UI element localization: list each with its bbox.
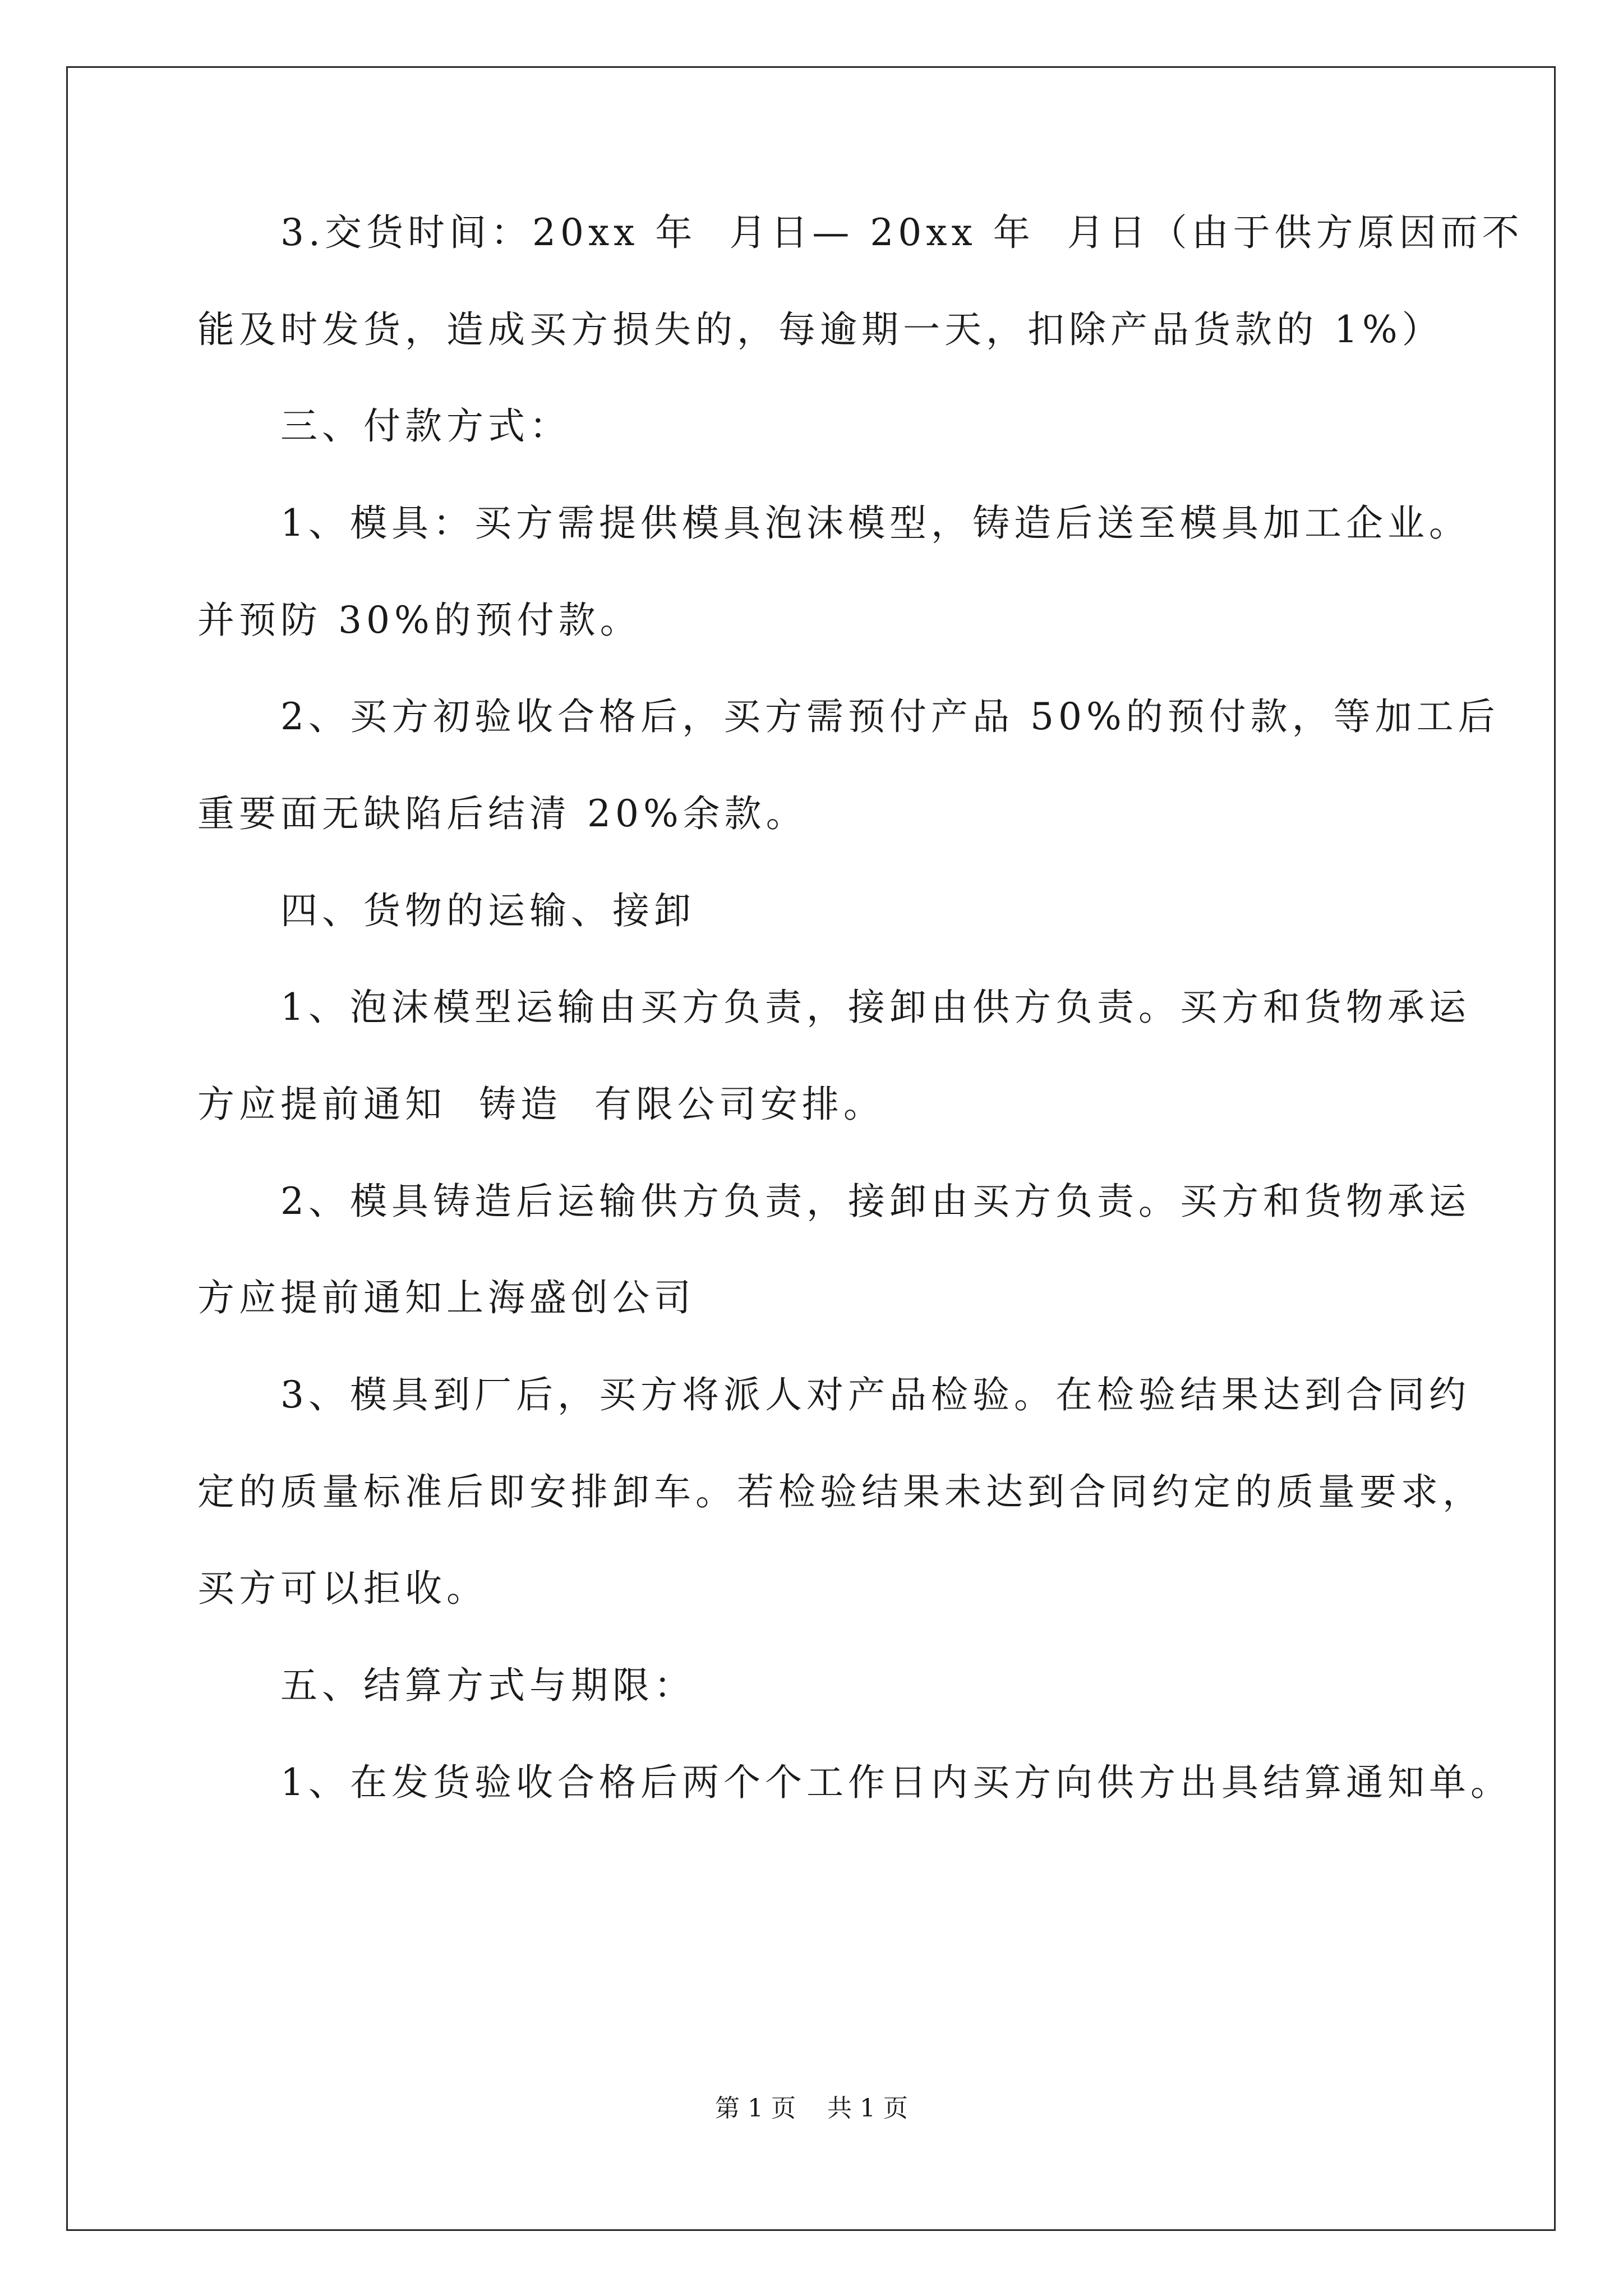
section-heading: 五、结算方式与期限： — [280, 1664, 695, 1707]
paragraph-line: 定的质量标准后即安排卸车。若检验结果未达到合同约定的质量要求， — [197, 1470, 1484, 1513]
paragraph-line: 1、在发货验收合格后两个个工作日内买方向供方出具结算通知单。 — [280, 1761, 1512, 1804]
paragraph-line: 2、买方初验收合格后，买方需预付产品 50%的预付款，等加工后 — [280, 695, 1500, 738]
paragraph-line: 3、模具到厂后，买方将派人对产品检验。在检验结果达到合同约 — [280, 1373, 1470, 1416]
paragraph-line: 方应提前通知 铸造 有限公司安排。 — [197, 1083, 885, 1126]
paragraph-line: 并预防 30%的预付款。 — [197, 599, 642, 642]
paragraph-line: 方应提前通知上海盛创公司 — [197, 1276, 695, 1319]
paragraph-line: 3.交货时间：20xx 年 月日— 20xx 年 月日（由于供方原因而不 — [280, 211, 1524, 254]
section-heading: 三、付款方式： — [280, 404, 571, 448]
page-border — [66, 66, 1556, 2231]
paragraph-line: 2、模具铸造后运输供方负责，接卸由买方负责。买方和货物承运 — [280, 1180, 1470, 1223]
page-footer: 第 1 页 共 1 页 — [715, 2094, 908, 2123]
section-heading: 四、货物的运输、接卸 — [280, 889, 695, 932]
paragraph-line: 1、模具：买方需提供模具泡沫模型，铸造后送至模具加工企业。 — [280, 501, 1470, 545]
paragraph-line: 能及时发货，造成买方损失的，每逾期一天，扣除产品货款的 1%） — [197, 308, 1444, 351]
paragraph-line: 重要面无缺陷后结清 20%余款。 — [197, 792, 808, 835]
paragraph-line: 1、泡沫模型运输由买方负责，接卸由供方负责。买方和货物承运 — [280, 986, 1470, 1029]
paragraph-line: 买方可以拒收。 — [197, 1567, 488, 1610]
